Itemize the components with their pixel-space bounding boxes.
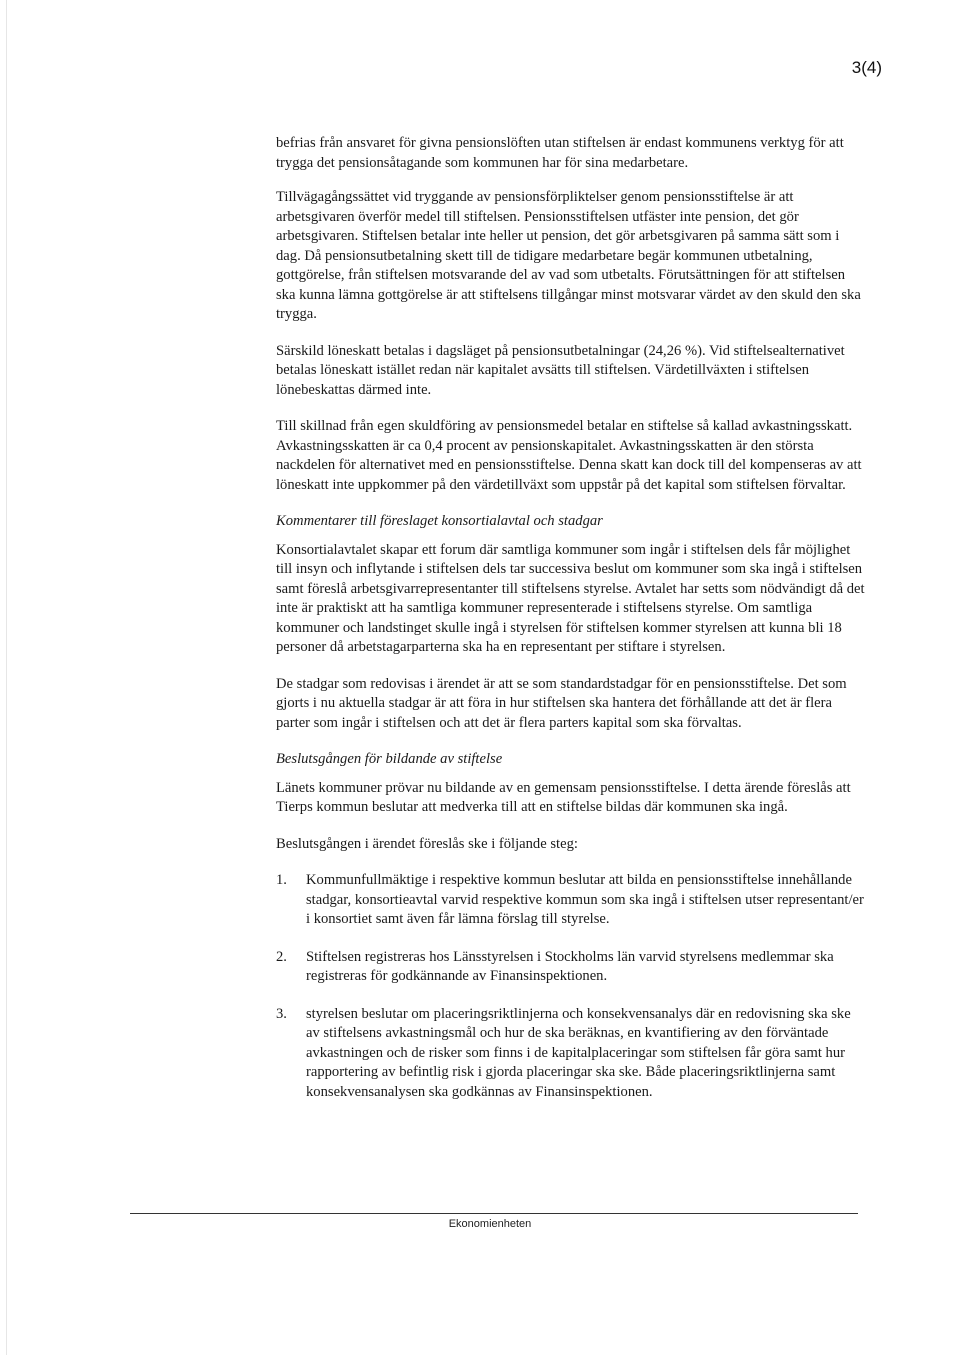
list-item-number: 3. (276, 1005, 287, 1022)
scan-edge (6, 0, 7, 1355)
document-body (276, 134, 866, 1120)
section-heading-konsortialavtal: Kommentarer till föreslaget konsortialavtal och stadgar (276, 513, 603, 529)
list-item (276, 871, 866, 930)
list-item (276, 1005, 866, 1103)
page-number: 3(4) (851, 58, 882, 77)
paragraph-6: De stadgar som redovisas i ärendet är att se som standardstadgar för en pensionsstiftelse. Det som gjorts i nu aktuella stadgar är att föra in hur stiftelsen ska hantera det förhållande att det är flera parter som ingår i stiftelsen och att det är flera parters kapital som ska förvaltas. (276, 675, 847, 731)
paragraph-5: Konsortialavtalet skapar ett forum där samtliga kommuner som ingår i stiftelsen dels får möjlighet till insyn och inflytande i stiftelsen dels tar successiva beslut om kommuner som ska ingå i stiftelsen samt föreslå arbetsgivarrepresentanter till stiftelsens styrelse. Avtalet har setts som nödvändigt då det inte är praktiskt att ha samtliga kommuner representerade i stiftelsens styrelse. Om samtliga kommuner och landstinget skulle ingå i styrelsen för stiftelsen kommer styrelsen att kunna bli 18 personer då arbetstagarparterna ska ha en representant per stiftare i styrelsen. (276, 541, 865, 655)
list-item-number: 1. (276, 872, 287, 888)
paragraph-3: Särskild löneskatt betalas i dagsläget på pensionsutbetalningar (24,26 %). Vid stiftelsealternativet betalas löneskatt istället redan när kapitalet avsätts till stiftelsen. Värdetillväxten i stiftelsen lönebeskattas därmed inte. (276, 342, 845, 398)
footer-divider (130, 1213, 858, 1214)
paragraph-4: Till skillnad från egen skuldföring av pensionsmedel betalar en stiftelse så kallad avkastningsskatt. Avkastningsskatten är ca 0,4 procent av pensionskapitalet. Avkastningsskatten är den största nackdelen för alternativet med en pensionsstiftelse. Denna skatt kan dock till del kompenseras av att löneskatt inte uppkommer på den värdetillväxt som uppstår på det kapital som stiftelsen förvaltar. (276, 418, 862, 493)
paragraph-1: befrias från ansvaret för givna pensionslöften utan stiftelsen är endast kommunens verktyg för att trygga det pensionsåtagande som kommunen har för sina medarbetare. (276, 135, 844, 171)
list-item-text: styrelsen beslutar om placeringsriktlinjerna och konsekvensanalys där en redovisning ska ske av stiftelsens avkastningsmål och hur de ska beräknas, en kvantifiering av den förväntade avkastningen och de risker som finns i de kapitalplaceringar som stiftelsen får göra samt hur rapportering av befintlig risk i gjorda placeringar ska ske. Både placeringsriktlinjerna samt konsekvensanalysen ska godkännas av Finansinspektionen. (306, 1005, 851, 1100)
paragraph-7: Länets kommuner prövar nu bildande av en gemensam pensionsstiftelse. I detta ärende föreslås att Tierps kommun beslutar att medverka till att en stiftelse bildas där kommunen ska ingå. (276, 779, 851, 815)
list-item (276, 948, 866, 987)
paragraph-2: Tillvägagångssättet vid tryggande av pensionsförpliktelser genom pensionsstiftelse är att arbetsgivaren överför medel till stiftelsen. Pensionsstiftelsen utfäster inte pension, det gör arbetsgivaren. Stiftelsen betalar inte heller ut pension, det gör arbetsgivaren på samma sätt som i dag. Då pensionsutbetalning skett till de tidigare medarbetare begär kommunen utbetalning, gottgörelse, från stiftelsen motsvarande del av vad som utbetalts. Förutsättningen för att stiftelsen ska kunna lämna gottgörelse är att stiftelsens tillgångar minst motsvarar värdet av den skuld den ska trygga. (276, 189, 861, 322)
section-heading-beslutsgang: Beslutsgången för bildande av stiftelse (276, 751, 503, 767)
list-item-text: Stiftelsen registreras hos Länsstyrelsen i Stockholms län varvid styrelsens medlemmar ska registreras för godkännande av Finansinspektionen. (306, 948, 834, 984)
footer-department: Ekonomienheten (448, 1218, 532, 1230)
list-item-number: 2. (276, 948, 287, 965)
paragraph-8: Beslutsgången i ärendet föreslås ske i följande steg: (276, 835, 578, 852)
list-item-text: Kommunfullmäktige i respektive kommun beslutar att bilda en pensionsstiftelse innehållande stadgar, konsortieavtal varvid respektive kommun som ska ingå i stiftelsen utser representant/er i konsortiet samt även får lämna förslag till styrelse. (306, 872, 864, 927)
steps-list (276, 871, 866, 1102)
